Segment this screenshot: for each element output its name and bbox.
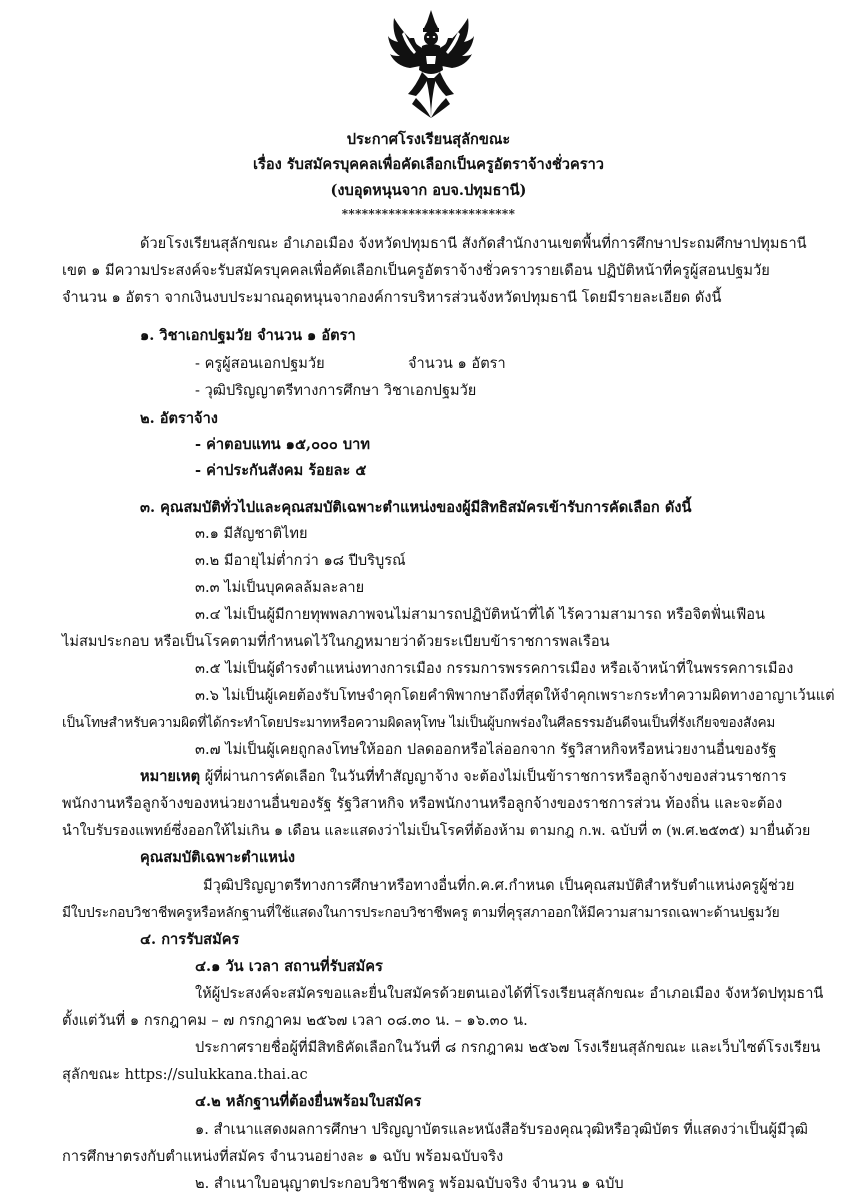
s4-doc-2: ๒. สำเนาใบอนุญาตประกอบวิชาชีพครู พร้อมฉบับจริง จำนวน ๑ ฉบับ [195, 1175, 624, 1192]
budget-source: (งบอุดหนุนจาก อบจ.ปทุมธานี) [330, 182, 527, 199]
s2-item-2: - ค่าประกันสังคม ร้อยละ ๕ [195, 462, 367, 479]
note-text-1: ผู้ที่ผ่านการคัดเลือก ในวันที่ทำสัญญาจ้าง จะต้องไม่เป็นข้าราชการหรือลูกจ้างของส่วนราชการ [200, 768, 787, 785]
s1-item-1-count: จำนวน ๑ อัตรา [408, 355, 506, 372]
note-line-2: พนักงานหรือลูกจ้างของหน่วยงานอื่นของรัฐ รัฐวิสาหกิจ หรือพนักงานหรือลูกจ้างของราชการส่วน ท้องถิ่น และจะต้อง [62, 795, 783, 812]
s4-p1-line-1: ให้ผู้ประสงค์จะสมัครขอและยื่นใบสมัครด้วยตนเองได้ที่โรงเรียนสุลักขณะ อำเภอเมือง จังหวัดปทุมธานี [195, 985, 824, 1002]
s4-sub-2-heading: ๔.๒ หลักฐานที่ต้องยื่นพร้อมใบสมัคร [195, 1093, 422, 1110]
garuda-emblem-icon [386, 8, 476, 120]
s4-doc-1-line-1: ๑. สำเนาแสดงผลการศึกษา ปริญญาบัตรและหนังสือรับรองคุณวุฒิหรือวุฒิบัตร ที่แสดงว่าเป็นผู้มีวุฒิ [195, 1121, 808, 1138]
announcement-title: ประกาศโรงเรียนสุลักขณะ [346, 131, 511, 148]
section-1-heading: ๑. วิชาเอกปฐมวัย จำนวน ๑ อัตรา [140, 327, 356, 344]
s3-item-7: ๓.๗ ไม่เป็นผู้เคยถูกลงโทษให้ออก ปลดออกหรือไล่ออกจาก รัฐวิสาหกิจหรือหน่วยงานอื่นของรัฐ [195, 741, 777, 758]
s3-item-4b: ไม่สมประกอบ หรือเป็นโรคตามที่กำหนดไว้ในกฎหมายว่าด้วยระเบียบข้าราชการพลเรือน [62, 633, 610, 650]
s1-item-2: - วุฒิปริญญาตรีทางการศึกษา วิชาเอกปฐมวัย [195, 382, 477, 399]
s1-item-1-label: - ครูผู้สอนเอกปฐมวัย [195, 355, 325, 372]
intro-line-3: จำนวน ๑ อัตรา จากเงินงบประมาณอุดหนุนจากองค์การบริหารส่วนจังหวัดปทุมธานี โดยมีรายละเอียด ดังนี้ [62, 289, 722, 306]
s2-item-1: - ค่าตอบแทน ๑๕,๐๐๐ บาท [195, 436, 370, 453]
note-line-3: นำใบรับรองแพทย์ซึ่งออกให้ไม่เกิน ๑ เดือน และแสดงว่าไม่เป็นโรคที่ต้องห้าม ตามกฎ ก.พ. ฉบับที่ ๓ (พ.ศ.๒๕๓๕) มายื่นด้วย [62, 823, 811, 839]
s4-p2-line-2: สุลักขณะ https://sulukkana.thai.ac [62, 1066, 308, 1083]
section-3-heading: ๓. คุณสมบัติทั่วไปและคุณสมบัติเฉพาะตำแหน่งของผู้มีสิทธิสมัครเข้ารับการคัดเลือก ดังนี้ [140, 499, 692, 516]
section-4-heading: ๔. การรับสมัคร [140, 931, 240, 948]
s3-item-1: ๓.๑ มีสัญชาติไทย [195, 525, 308, 542]
star-divider: ************************** [341, 207, 516, 221]
special-qualification-line-2: มีใบประกอบวิชาชีพครูหรือหลักฐานที่ใช้แสดงในการประกอบวิชาชีพครู ตามที่คุรุสภาออกให้มีความสามารถเฉพาะด้านปฐมวัย [62, 905, 780, 921]
s4-p2-line-1: ประกาศรายชื่อผู้ที่มีสิทธิคัดเลือกในวันที่ ๘ กรกฎาคม ๒๕๖๗ โรงเรียนสุลักขณะ และเว็บไซต์โรงเรียน [195, 1039, 821, 1056]
intro-line-1: ด้วยโรงเรียนสุลักขณะ อำเภอเมือง จังหวัดปทุมธานี สังกัดสำนักงานเขตพื้นที่การศึกษาประถมศึกษาปทุมธานี [140, 235, 807, 252]
s3-item-2: ๓.๒ มีอายุไม่ต่ำกว่า ๑๘ ปีบริบูรณ์ [195, 552, 406, 569]
s3-item-5: ๓.๕ ไม่เป็นผู้ดำรงตำแหน่งทางการเมือง กรรมการพรรคการเมือง หรือเจ้าหน้าที่ในพรรคการเมือง [195, 660, 794, 677]
special-qualification-heading: คุณสมบัติเฉพาะตำแหน่ง [140, 849, 295, 866]
note-line-1 [140, 767, 787, 787]
section-2-heading: ๒. อัตราจ้าง [140, 410, 218, 427]
s4-p1-line-2: ตั้งแต่วันที่ ๑ กรกฎาคม – ๗ กรกฎาคม ๒๕๖๗ เวลา ๐๘.๓๐ น. – ๑๖.๓๐ น. [62, 1012, 528, 1029]
s3-item-6b: เป็นโทษสำหรับความผิดที่ได้กระทำโดยประมาทหรือความผิดลหุโทษ ไม่เป็นผู้บกพร่องในศีลธรรมอันดีจนเป็นที่รังเกียจของสังคม [62, 715, 776, 731]
announcement-subject: เรื่อง รับสมัครบุคคลเพื่อคัดเลือกเป็นครูอัตราจ้างชั่วคราว [253, 156, 604, 173]
s3-item-4a: ๓.๔ ไม่เป็นผู้มีกายทุพพลภาพจนไม่สามารถปฏิบัติหน้าที่ได้ ไร้ความสามารถ หรือจิตฟั่นเฟือน [195, 606, 766, 623]
intro-line-2: เขต ๑ มีความประสงค์จะรับสมัครบุคคลเพื่อคัดเลือกเป็นครูอัตราจ้างชั่วคราวรายเดือน ปฏิบัติหน้าที่ครูผู้สอนปฐมวัย [62, 262, 770, 279]
s3-item-3: ๓.๓ ไม่เป็นบุคคลล้มละลาย [195, 579, 365, 596]
note-label: หมายเหตุ [140, 768, 201, 785]
s3-item-6a: ๓.๖ ไม่เป็นผู้เคยต้องรับโทษจำคุกโดยคำพิพากษาถึงที่สุดให้จำคุกเพราะกระทำความผิดทางอาญาเว้นแต่ [195, 687, 835, 704]
special-qualification-line-1: มีวุฒิปริญญาตรีทางการศึกษาหรือทางอื่นที่ก.ค.ศ.กำหนด เป็นคุณสมบัติสำหรับตำแหน่งครูผู้ช่วย [203, 877, 795, 894]
s4-doc-1-line-2: การศึกษาตรงกับตำแหน่งที่สมัคร จำนวนอย่างละ ๑ ฉบับ พร้อมฉบับจริง [62, 1148, 504, 1165]
s4-sub-1-heading: ๔.๑ วัน เวลา สถานที่รับสมัคร [195, 958, 383, 975]
